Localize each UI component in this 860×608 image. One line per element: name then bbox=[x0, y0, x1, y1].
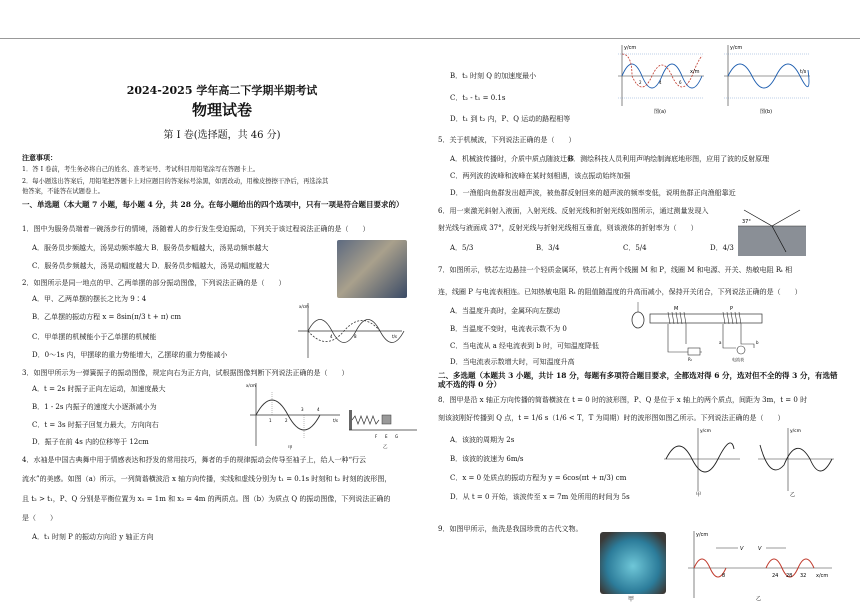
q7-line-2: 连，线圈 P 与电流表相连。已知热敏电阻 Rₜ 的阻值随温度的升高而减小，保持开关闭合，下列说法正确的是（ ） bbox=[438, 288, 802, 296]
q2-option-b: B．乙单摆的振动方程 x = 8sin(π/3 t + π) cm bbox=[32, 313, 182, 321]
q3-tick-4: 4 bbox=[317, 407, 320, 412]
exam-title: 2024-2025 学年高二下学期半期考试 bbox=[126, 84, 318, 97]
q2-tick-8: 8 bbox=[354, 334, 357, 339]
q8b-y-axis-label: y/cm bbox=[790, 429, 802, 434]
subject-title: 物理试卷 bbox=[191, 101, 252, 119]
q4b-y-axis-label: y/cm bbox=[730, 45, 743, 51]
left-column bbox=[22, 0, 422, 608]
q3-fig-b: 乙 bbox=[383, 445, 388, 450]
q8-fig-a: 甲 bbox=[696, 492, 702, 497]
q8-line-1: 8．图甲是沿 x 轴正方向传播的简谐横波在 t = 0 时的波形图，P、Q 是位于 x 轴上的两个质点，间距为 3m，t = 0 时 bbox=[438, 396, 808, 404]
q3-tick-2: 2 bbox=[285, 418, 288, 423]
q6-line-2: 射光线与液面成 37°，反射光线与折射光线相互垂直，则该液体的折射率为（ ） bbox=[438, 224, 698, 232]
q4-line-4: 是（ ） bbox=[22, 514, 57, 522]
q9-y-axis-label: y/cm bbox=[696, 532, 709, 538]
q4-option-d: D．t₁ 到 t₂ 内，P、Q 运动的路程相等 bbox=[450, 115, 571, 123]
q4a-tick-6: 6 bbox=[679, 80, 682, 85]
q7-option-c: C．当电流从 a 经电流表到 b 时，可知温度降低 bbox=[450, 342, 599, 350]
q4a-y-axis-label: y/cm bbox=[624, 45, 637, 51]
q7-thermistor-label: Rₜ bbox=[688, 357, 692, 362]
notes-heading: 注意事项： bbox=[22, 153, 57, 162]
q3-stem: 3．如图甲所示为一弹簧振子的振动图像，规定向右为正方向，试根据图像判断下列说法正确的是（ ） bbox=[22, 369, 349, 377]
q8-line-2: 刻该波刚好传播到 Q 点，t = 1/6 s（1/6 < T，T 为周期）时的波形图如图乙所示。下列说法正确的是（ ） bbox=[438, 414, 785, 422]
q7-circuit-diagram bbox=[628, 300, 768, 362]
q6-option-a: A．5/3 bbox=[450, 244, 474, 252]
q1-option-ab: A．服务员步频越大，汤晃动频率越大 B．服务员步幅越大，汤晃动频率越大 bbox=[32, 244, 269, 252]
fish-basin-photo bbox=[600, 532, 666, 594]
q4-fig-a: 图(a) bbox=[654, 109, 666, 114]
q6-line-1: 6．用一束激光斜射入液面，入射光线、反射光线和折射光线如图所示，通过测量发现入 bbox=[438, 207, 709, 215]
q7-option-b: B．当温度不变时，电流表示数不为 0 bbox=[450, 325, 567, 333]
q8-wave-graph-a bbox=[662, 425, 742, 497]
right-column bbox=[438, 0, 843, 608]
note-2: 2．每小题选出答案后，用铅笔把答题卡上对应题目的答案标号涂黑，如需改动，用橡皮擦擦干净后，再选涂其 bbox=[22, 178, 329, 185]
q8a-y-axis-label: y/cm bbox=[700, 429, 712, 434]
q8-fig-b: 乙 bbox=[790, 492, 796, 497]
q4-line-1: 4．水袖是中国古典舞中用于情感表达和抒发的常用技巧，舞者的手的规律振动会传导至袖子上，给人一种“行云 bbox=[22, 456, 367, 464]
volume-title: 第 I 卷(选择题，共 46 分) bbox=[163, 130, 281, 141]
note-1: 1．答 I 卷前，考生务必将自己的姓名、准考证号、考试科目用铅笔涂写在答题卡上。 bbox=[22, 166, 260, 173]
q3-x-axis-label: t/s bbox=[333, 418, 338, 423]
q4-wave-graph-a bbox=[614, 42, 706, 114]
note-2b: 他答案，不能答在试题卷上。 bbox=[22, 188, 104, 195]
q6-option-d: D．4/3 bbox=[710, 244, 734, 252]
q8-option-c: C．x = 0 处质点的振动方程为 y = 6cos(πt + π/3) cm bbox=[450, 474, 627, 482]
q6-angle-label: 37° bbox=[742, 219, 751, 225]
q4a-x-axis-label: x/m bbox=[690, 69, 700, 75]
q2-option-d: D．0～1s 内，甲摆球的重力势能增大，乙摆球的重力势能减小 bbox=[32, 351, 228, 359]
q4-option-c: C．t₂ - t₁ = 0.1s bbox=[450, 94, 506, 102]
q7-option-a: A．当温度升高时，金属环向左摆动 bbox=[450, 307, 561, 315]
q1-option-cd: C．服务员步频越大，汤晃动幅度越大 D．服务员步幅越大，汤晃动幅度越大 bbox=[32, 262, 270, 270]
q3-point-f: F bbox=[375, 434, 378, 439]
q3-tick-3: 3 bbox=[301, 407, 304, 412]
q7-terminal-a: a bbox=[719, 340, 722, 345]
q3-option-b: B．1 - 2s 内振子的速度大小逐渐减小为 bbox=[32, 403, 157, 411]
q3-tick-1: 1 bbox=[269, 418, 272, 423]
q9-velocity-left: V bbox=[740, 546, 744, 552]
q7-terminal-b: b bbox=[756, 340, 759, 345]
q4a-tick-2: 2 bbox=[639, 80, 642, 85]
q5-option-a: A．机械波传播时，介质中质点随波迁移 bbox=[450, 155, 575, 163]
q4a-tick-4: 4 bbox=[659, 80, 662, 85]
q9-tick-24: 24 bbox=[772, 573, 779, 579]
q8-option-a: A．该波的周期为 2s bbox=[450, 436, 515, 444]
q8-option-b: B．该波的波速为 6m/s bbox=[450, 455, 524, 463]
q9-tick-8: 8 bbox=[722, 573, 726, 579]
q2-pendulum-graph bbox=[294, 300, 406, 362]
q5-option-b: B．测绘科技人员利用声呐绘制海底地形图，应用了波的反射原理 bbox=[568, 155, 770, 163]
q4-line-3: 且 t₂ > t₁，P、Q 分别是平衡位置为 x₁ = 1m 和 x₂ = 4m 的两质点。图（b）为质点 Q 的振动图像，下列说法正确的 bbox=[22, 495, 391, 503]
q2-y-axis-label: x/cm bbox=[299, 304, 309, 309]
q3-y-axis-label: x/cm bbox=[246, 383, 256, 388]
q3-option-a: A．t = 2s 时振子正向左运动，加速度最大 bbox=[32, 385, 166, 393]
q2-tick-4: 4 bbox=[330, 334, 333, 339]
q9-wave-graph bbox=[686, 528, 836, 602]
q5-stem: 5．关于机械波，下列说法正确的是（ ） bbox=[438, 136, 576, 144]
q2-x-axis-label: t/s bbox=[392, 334, 397, 339]
q3-fig-a: 甲 bbox=[288, 446, 293, 450]
q4b-x-axis-label: t/s bbox=[800, 69, 807, 75]
q6-option-b: B．3/4 bbox=[536, 244, 560, 252]
q2-option-c: C．甲单摆的机械能小于乙单摆的机械能 bbox=[32, 333, 157, 341]
q9-tick-32: 32 bbox=[800, 573, 807, 579]
q7-coil-m-label: M bbox=[674, 306, 679, 312]
q4-option-b: B．t₂ 时刻 Q 的加速度最小 bbox=[450, 72, 537, 80]
q5-option-c: C．两列波的波峰和波峰在某时刻相遇，该点振动始终加强 bbox=[450, 172, 631, 180]
q7-line-1: 7．如图所示，铁芯左边悬挂一个轻质金属环，铁芯上有两个线圈 M 和 P，线圈 M 和电源、开关、热敏电阻 Rₜ 相 bbox=[438, 266, 793, 274]
q1-stem: 1．图中为服务员端着一碗汤步行的情境，汤随着人的步行发生受迫振动，下列关于该过程说法正确的是（ ） bbox=[22, 225, 370, 233]
q4-fig-b: 图(b) bbox=[760, 109, 773, 114]
waiter-photo bbox=[337, 240, 407, 298]
q3-spring-diagram bbox=[347, 402, 419, 450]
q8-wave-graph-b bbox=[756, 425, 836, 497]
q2-stem: 2．如图所示是同一地点的甲、乙两单摆的部分振动图像，下列说法正确的是（ ） bbox=[22, 279, 286, 287]
q3-option-c: C．t = 3s 时振子回复力最大，方向向右 bbox=[32, 421, 159, 429]
q7-meter-label: 电流表 bbox=[732, 357, 744, 362]
section-1-heading: 一、单选题（本大题 7 小题，每小题 4 分，共 28 分。在每小题给出的四个选项中，只有一项是符合题目要求的） bbox=[22, 200, 404, 209]
q9-velocity-right: V bbox=[758, 546, 762, 552]
q3-point-g: G bbox=[395, 434, 399, 439]
q3-oscillation-graph bbox=[244, 380, 344, 450]
q2-option-a: A．甲、乙两单摆的摆长之比为 9∶4 bbox=[32, 295, 147, 303]
q9-tick-28: 28 bbox=[786, 573, 793, 579]
q6-option-c: C．5/4 bbox=[623, 244, 647, 252]
q9-x-axis-label: x/cm bbox=[816, 573, 829, 579]
q6-refraction-diagram bbox=[738, 204, 806, 256]
q7-coil-p-label: P bbox=[730, 306, 734, 312]
q7-option-d: D．当电流表示数增大时，可知温度升高 bbox=[450, 358, 575, 366]
q4-option-a: A．t₁ 时刻 P 的振动方向沿 y 轴正方向 bbox=[32, 533, 154, 541]
q9-stem: 9．如图甲所示，鱼洗是我国珍贵的古代文物。 bbox=[438, 525, 583, 533]
section-2-heading: 二、多选题（本题共 3 小题，共计 18 分，每题有多项符合题目要求，全都选对得 6 分，选对但不全的得 3 分，有选错或不选的得 0 分） bbox=[438, 371, 838, 390]
q9-fig-b: 乙 bbox=[756, 596, 762, 602]
q5-option-d: D．一渔船向鱼群发出超声波，被鱼群反射回来的超声波的频率变低，说明鱼群正向渔船靠近 bbox=[450, 189, 736, 197]
q8-option-d: D．从 t = 0 开始，该波传至 x = 7m 处所用的时间为 5s bbox=[450, 493, 630, 501]
q3-point-e: E bbox=[385, 434, 388, 439]
q9-fig-a: 甲 bbox=[628, 596, 635, 603]
q4-wave-graph-b bbox=[720, 42, 812, 114]
q4-line-2: 流水”的美感。如图（a）所示，一列简谐横波沿 x 轴方向传播，实线和虚线分别为 t₁ = 0.1s 时刻和 t₂ 时刻的波形图， bbox=[22, 475, 392, 483]
q3-option-d: D．振子在前 4s 内的位移等于 12cm bbox=[32, 438, 149, 446]
